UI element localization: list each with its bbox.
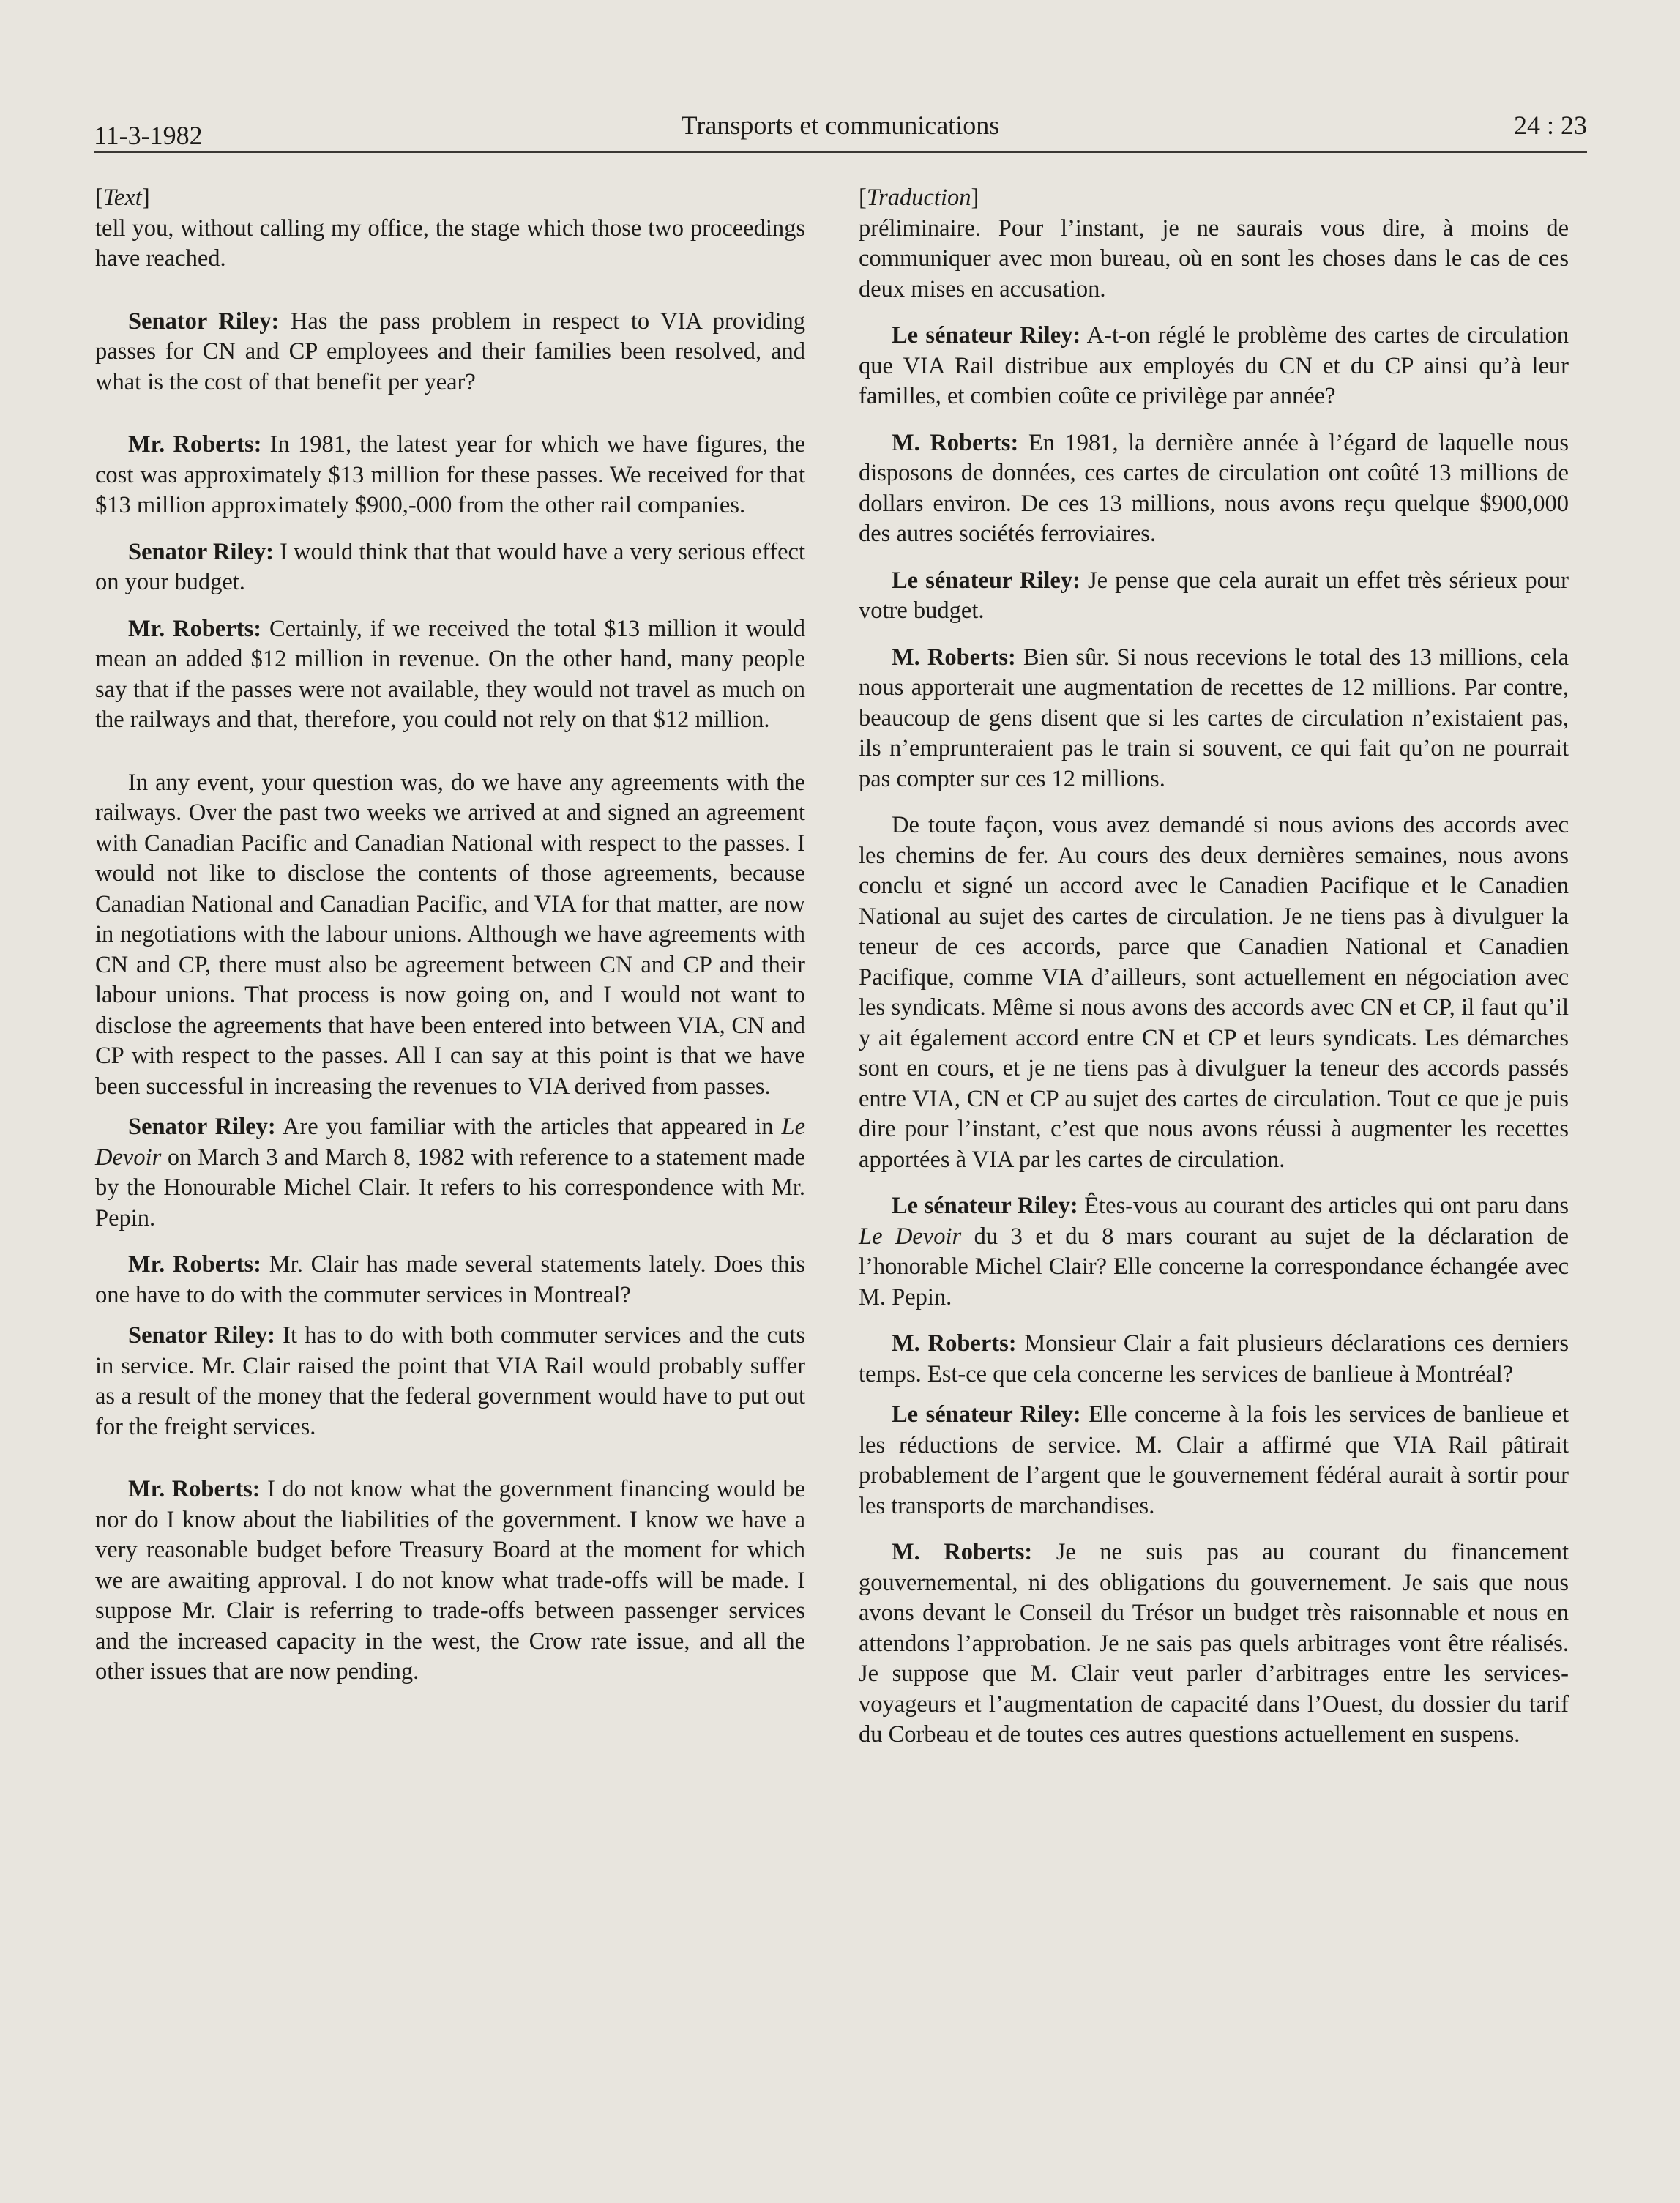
speaker-name: M. Roberts:	[892, 1539, 1033, 1565]
speaker-name: Senator Riley:	[128, 538, 274, 565]
speaker-name: Mr. Roberts:	[128, 1251, 261, 1278]
speaker-name: M. Roberts:	[892, 1330, 1017, 1357]
speaker-name: Mr. Roberts:	[128, 615, 262, 642]
paragraph: tell you, without calling my office, the stage which those two proceedings have reached.	[95, 215, 805, 272]
speaker-name: M. Roberts:	[892, 644, 1016, 671]
paragraph: Mr. Roberts: In 1981, the latest year for which we have figures, the cost was approximately $13 million for these passes. We received for that $13 million approximately $900,-000 from the other rail companies.	[95, 431, 805, 518]
paragraph: In any event, your question was, do we have any agreements with the railways. Over the past two weeks we arrived at and signed an agreement with Canadian Pacific and Canadian National with respect to the passes. I would not like to disclose the contents of those agreements, because Canadian National and Canadian Pacific, and VIA for that matter, are now in negotiations with the labour unions. Although we have agreements with CN and CP, there must also be agreement between CN and CP and their labour unions. That process is now going on, and I would not want to disclose the agreements that have been entered into between VIA, CN and CP with respect to the passes. All I can say at this point is that we have been successful in increasing the revenues to VIA derived from passes.	[95, 769, 805, 1100]
speaker-name: Mr. Roberts:	[128, 431, 262, 458]
paragraph: Le sénateur Riley: Êtes-vous au courant des articles qui ont paru dans Le Devoir du 3 et du 8 mars courant au sujet de la déclaration de l’honorable Michel Clair? Elle concerne la correspondance échangée avec M. Pepin.	[859, 1193, 1569, 1311]
right-column	[859, 183, 1569, 1751]
left-column	[95, 183, 805, 1688]
column-label: [Traduction]	[859, 184, 979, 211]
paragraph: M. Roberts: Bien sûr. Si nous recevions le total des 13 millions, cela nous apporterait une augmentation de recettes de 12 millions. Par contre, beaucoup de gens disent que si les cartes de circulation n’existaient pas, ils n’emprunteraient pas le train si souvent, ce qui fait qu’on ne pourrait pas compter sur ces 12 millions.	[859, 644, 1569, 792]
speaker-name: M. Roberts:	[892, 429, 1019, 456]
speaker-name: Le sénateur Riley:	[892, 1401, 1081, 1428]
paragraph: Le sénateur Riley: Je pense que cela aurait un effet très sérieux pour votre budget.	[859, 567, 1569, 624]
speaker-name: Senator Riley:	[128, 1114, 276, 1140]
paragraph: Senator Riley: It has to do with both commuter services and the cuts in service. Mr. Clair raised the point that VIA Rail would probably suffer as a result of the money that the federal government would have to put out for the freight services.	[95, 1322, 806, 1440]
speaker-name: Mr. Roberts:	[128, 1476, 261, 1502]
speaker-name: Le sénateur Riley:	[892, 567, 1080, 594]
header-date: 11-3-1982	[94, 121, 203, 150]
speaker-name: Senator Riley:	[128, 1322, 275, 1349]
paragraph: De toute façon, vous avez demandé si nous avions des accords avec les chemins de fer. Au cours des deux dernières semaines, nous avons conclu et signé un accord avec le Canadien Pacifique et le Canadien National au sujet des cartes de circulation. Je ne tiens pas à divulguer la teneur de ces accords, parce que Canadien National et Canadien Pacifique, comme VIA d’ailleurs, sont actuellement en négociation avec les syndicats. Même si nous avons des accords avec CN et CP, il faut qu’il y ait également accord entre CN et CP et leurs syndicats. Les démarches sont en cours, et je ne tiens pas à divulguer la teneur des accords passés entre VIA, CN et CP au sujet des cartes de circulation. Tout ce que je puis dire pour l’instant, c’est que nous avons réussi à augmenter les recettes apportées à VIA par les cartes de circulation.	[859, 812, 1569, 1173]
column-label: [Text]	[95, 184, 150, 211]
paragraph: Mr. Roberts: I do not know what the government financing would be nor do I know about the liabilities of the government. I know we have a very reasonable budget before Treasury Board at the moment for which we are awaiting approval. I do not know what trade-offs will be made. I suppose Mr. Clair is referring to trade-offs between passenger services and the increased capacity in the west, the Crow rate issue, and all the other issues that are now pending.	[95, 1476, 805, 1685]
page-header	[94, 110, 1587, 154]
speaker-name: Le sénateur Riley:	[892, 322, 1081, 348]
paragraph: Senator Riley: I would think that that would have a very serious effect on your budget.	[95, 538, 805, 595]
paragraph: M. Roberts: Monsieur Clair a fait plusieurs déclarations ces derniers temps. Est-ce que cela concerne les services de banlieue à Montréal?	[859, 1330, 1569, 1387]
paragraph: Le sénateur Riley: A-t-on réglé le problème des cartes de circulation que VIA Rail distribue aux employés du CN et du CP ainsi qu’à leur familles, et combien coûte ce privilège par année?	[859, 322, 1569, 409]
paragraph: Senator Riley: Has the pass problem in respect to VIA providing passes for CN and CP employees and their families been resolved, and what is the cost of that benefit per year?	[95, 307, 806, 395]
paragraph: Le sénateur Riley: Elle concerne à la fois les services de banlieue et les réductions de service. M. Clair a affirmé que VIA Rail pâtirait probablement de l’argent que le gouvernement fédéral aurait à sortir pour les transports de marchandises.	[859, 1401, 1569, 1519]
header-rule	[94, 151, 1587, 153]
paragraph: préliminaire. Pour l’instant, je ne saurais vous dire, à moins de communiquer avec mon bureau, où en sont les choses dans le cas de ces deux mises en accusation.	[859, 215, 1569, 302]
paragraph: M. Roberts: Je ne suis pas au courant du financement gouvernemental, ni des obligations du gouvernement. Je sais que nous avons devant le Conseil du Trésor un budget très raisonnable et nous en attendons l’approbation. Je ne sais pas quels arbitrages vont être réalisés. Je suppose que M. Clair veut parler d’arbitrages entre les services-voyageurs et l’augmentation de capacité dans l’Ouest, du dossier du tarif du Corbeau et de toutes ces autres questions actuellement en suspens.	[859, 1539, 1569, 1748]
paragraph: Mr. Roberts: Certainly, if we received the total $13 million it would mean an added $12 million in revenue. On the other hand, many people say that if the passes were not available, they would not travel as much on the railways and that, therefore, you could not rely on that $12 million.	[95, 615, 805, 733]
paragraph: Senator Riley: Are you familiar with the articles that appeared in Le Devoir on March 3 and March 8, 1982 with reference to a statement made by the Honourable Michel Clair. It refers to his correspondence with Mr. Pepin.	[95, 1114, 805, 1231]
speaker-name: Le sénateur Riley:	[892, 1193, 1078, 1219]
speaker-name: Senator Riley:	[128, 307, 280, 335]
header-title: Transports et communications	[681, 111, 1000, 140]
paragraph: M. Roberts: En 1981, la dernière année à l’égard de laquelle nous disposons de données, ces cartes de circulation ont coûté 13 millions de dollars environ. De ces 13 millions, nous avons reçu quelque $900,000 des autres sociétés ferroviaires.	[859, 429, 1569, 547]
paragraph: Mr. Roberts: Mr. Clair has made several statements lately. Does this one have to do with the commuter services in Montreal?	[95, 1251, 806, 1308]
header-page-number: 24 : 23	[1513, 111, 1587, 140]
